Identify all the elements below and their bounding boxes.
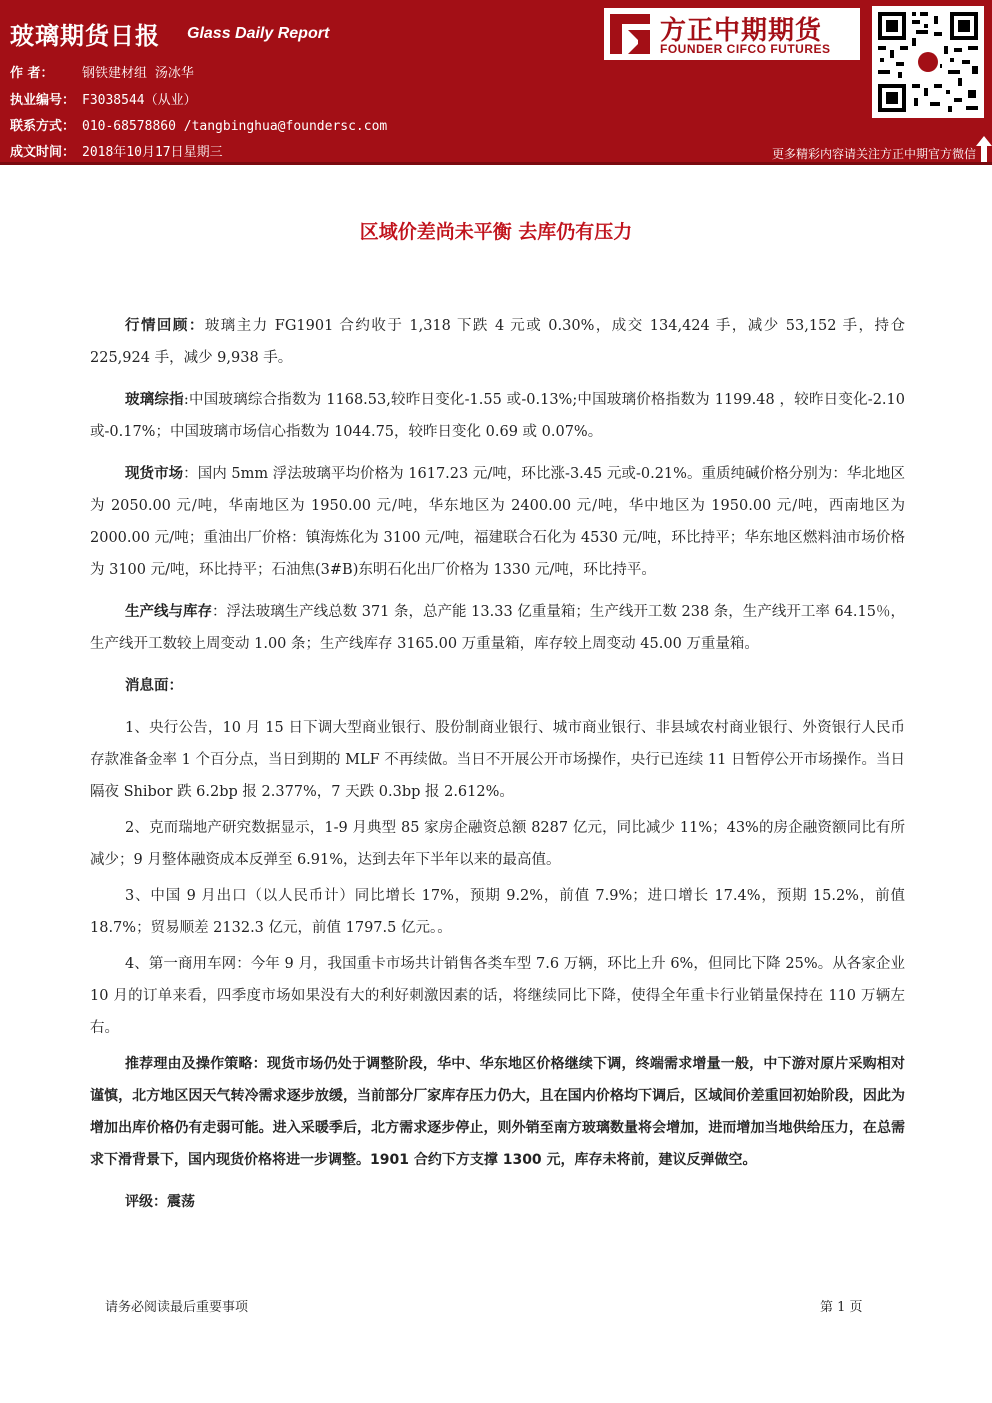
report-title-en: Glass Daily Report bbox=[187, 25, 330, 42]
news-item: 4、第一商用车网：今年 9 月，我国重卡市场共计销售各类车型 7.6 万辆，环比上升 6%，但同比下降 25%。从各家企业 10 月的订单来看，四季度市场如果没有大的利好刺激因素的话，将继续同比下降，使得全年重卡行业销量保持在 110 万辆左右。 bbox=[90, 956, 905, 1036]
logo-text-cn: 方正中期期货 bbox=[660, 16, 823, 46]
spot-market-text: ：国内 5mm 浮法玻璃平均价格为 1617.23 元/吨，环比涨-3.45 元或-0.21%。重质纯碱价格分别为：华北地区为 2050.00 元/吨，华南地区为 1950.00 元/吨，华东地区为 2400.00 元/吨，华中地区为 1950.00 元/吨，西南地区为 2000.00 元/吨；重油出厂价格：镇海炼化为 3100 元/吨，福建联合石化为 4530 元/吨，环比持平；华东地区燃料油市场价格为 3100 元/吨，环比持平；石油焦(3#B)东明石化出厂价格为 1330 元/吨，环比持平。 bbox=[90, 466, 905, 578]
meta-license-label: 执业编号： bbox=[10, 93, 76, 108]
production-text: ：浮法玻璃生产线总数 371 条，总产能 13.33 亿重量箱；生产线开工数 238 条，生产线开工率 64.15％，生产线开工数较上周变动 1.00 条；生产线库存 3165.00 万重量箱，库存较上周变动 45.00 万重量箱。 bbox=[90, 604, 905, 652]
production-paragraph bbox=[90, 596, 905, 660]
market-review-label: 行情回顾： bbox=[125, 318, 205, 334]
follow-wechat-text: 更多精彩内容请关注方正中期官方微信 bbox=[771, 147, 976, 161]
market-review-paragraph bbox=[90, 310, 905, 374]
company-logo bbox=[604, 8, 860, 60]
meta-contact-label: 联系方式： bbox=[10, 119, 76, 134]
meta-license bbox=[10, 89, 197, 108]
meta-date-value: 2018年10月17日星期三 bbox=[82, 145, 223, 160]
meta-date bbox=[10, 141, 223, 160]
spot-market-label: 现货市场 bbox=[125, 466, 184, 482]
logo-text-en: FOUNDER CIFCO FUTURES bbox=[660, 42, 831, 56]
page-number: 第 1 页 bbox=[820, 1300, 863, 1315]
strategy-paragraph: 推荐理由及操作策略：现货市场仍处于调整阶段，华中、华东地区价格继续下调，终端需求增量一般，中下游对原片采购相对谨慎，北方地区因天气转冷需求逐步放缓，当前部分厂家库存压力仍大，且在国内价格均下调后，区域间价差重回初始阶段，因此为增加出库价格仍有走弱可能。进入采暖季后，北方需求逐步停止，则外销至南方玻璃数量将会增加，进而增加当地供给压力，在总需求下滑背景下，国内现货价格将进一步调整。1901 合约下方支撑 1300 元，库存未将前，建议反弹做空。 bbox=[90, 1056, 905, 1168]
arrow-up-icon bbox=[976, 136, 992, 162]
news-item: 3、中国 9 月出口（以人民币计）同比增长 17%，预期 9.2%，前值 7.9%；进口增长 17.4%，预期 15.2%，前值 18.7%；贸易顺差 2132.3 亿元，前值 1797.5 亿元。。 bbox=[90, 888, 905, 936]
meta-author bbox=[10, 62, 194, 81]
founder-logo-icon bbox=[608, 12, 652, 56]
meta-contact-value: 010-68578860 /tangbinghua@foundersc.com bbox=[82, 119, 388, 134]
market-review-text: 玻璃主力 FG1901 合约收于 1,318 下跌 4 元或 0.30%，成交 134,424 手，减少 53,152 手，持仓 225,924 手，减少 9,938 手。 bbox=[90, 318, 905, 366]
meta-date-label: 成文时间： bbox=[10, 145, 76, 160]
meta-author-label: 作 者： bbox=[10, 66, 54, 81]
news-heading: 消息面： bbox=[125, 678, 183, 694]
news-heading-paragraph bbox=[90, 670, 905, 702]
footer-disclaimer: 请务必阅读最后重要事项 bbox=[105, 1300, 249, 1315]
spot-market-paragraph bbox=[90, 458, 905, 586]
glass-index-text: :中国玻璃综合指数为 1168.53,较昨日变化-1.55 或-0.13%;中国玻璃价格指数为 1199.48 ，较昨日变化-2.10 或-0.17%；中国玻璃市场信心指数为 1044.75，较昨日变化 0.69 或 0.07%。 bbox=[90, 392, 905, 440]
rating-paragraph: 评级：震荡 bbox=[125, 1194, 195, 1210]
glass-index-label: 玻璃综指 bbox=[125, 392, 184, 408]
meta-contact bbox=[10, 115, 387, 134]
production-label: 生产线与库存 bbox=[125, 604, 213, 620]
wechat-qr-code-icon bbox=[872, 6, 984, 118]
report-body bbox=[90, 310, 905, 1228]
header-divider bbox=[0, 162, 992, 165]
news-item: 2、克而瑞地产研究数据显示，1-9 月典型 85 家房企融资总额 8287 亿元，同比减少 11%；43%的房企融资额同比有所减少；9 月整体融资成本反弹至 6.91%，达到去年下半年以来的最高值。 bbox=[90, 820, 905, 868]
meta-license-value: F3038544（从业） bbox=[82, 93, 197, 108]
report-headline: 区域价差尚未平衡 去库仍有压力 bbox=[359, 221, 633, 243]
news-item: 1、央行公告，10 月 15 日下调大型商业银行、股份制商业银行、城市商业银行、非县域农村商业银行、外资银行人民币存款准备金率 1 个百分点，当日到期的 MLF 不再续做。当日不开展公开市场操作，央行已连续 11 日暂停公开市场操作。当日隔夜 Shibor 跌 6.2bp 报 2.377%，7 天跌 0.3bp 报 2.612%。 bbox=[90, 720, 905, 800]
meta-author-value: 钢铁建材组 汤冰华 bbox=[82, 66, 194, 81]
report-title-cn: 玻璃期货日报 bbox=[10, 22, 160, 50]
glass-index-paragraph bbox=[90, 384, 905, 448]
report-header bbox=[0, 0, 992, 162]
